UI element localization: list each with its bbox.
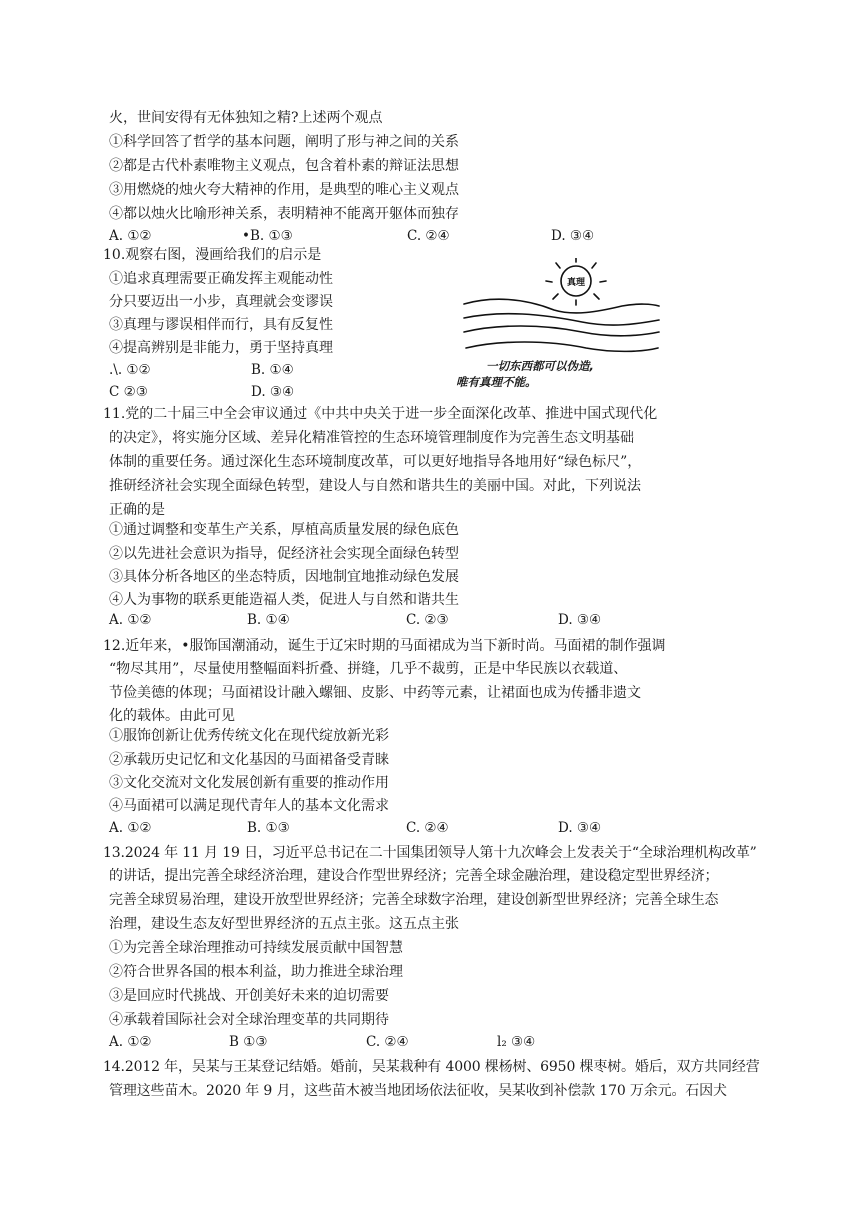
q9-option-c: C. ②④ [407,228,450,244]
q11-line-1: 11.党的二十届三中全会审议通过《中共中央关于进一步全面深化改革、推进中国式现代化 [103,406,658,422]
cartoon-caption-1: 一切东西都可以伪造, [486,359,594,373]
q13-option-d: l₂ ③④ [497,1034,536,1050]
q12-item-1: ①服饰创新让优秀传统文化在现代绽放新光彩 [109,728,389,744]
q10-option-d: D. ③④ [251,384,295,400]
q9-item-3: ③用燃烧的烛火夸大精神的作用，是典型的唯心主义观点 [109,182,459,198]
q9-option-d: D. ③④ [551,228,595,244]
q11-item-1: ①通过调整和变革生产关系，厚植高质量发展的绿色底色 [109,522,459,538]
q12-item-4: ④马面裙可以满足现代青年人的基本文化需求 [109,798,389,814]
q10-item-2: 分只要迈出一小步，真理就会变谬误 [109,294,333,310]
q9-option-b: •B. ①③ [242,228,293,244]
q13-item-3: ③是回应时代挑战、开创美好未来的迫切需要 [109,988,389,1004]
q11-line-4: 推研经济社会实现全面绿色转型，建设人与自然和谐共生的美丽中国。对此，下列说法 [109,478,641,494]
q13-option-b: B ①③ [229,1034,268,1050]
q12-line-2: “物尽其用”，尽量使用整幅面料折叠、拼缝，几乎不裁剪，正是中华民族以衣载道、 [109,661,628,677]
q13-line-1: 13.2024 年 11 月 19 日，习近平总书记在二十国集团领导人第十九次峰会上发表关于“全球治理机构改革” [103,845,757,861]
q11-option-c: C. ②③ [406,612,449,628]
q12-item-2: ②承载历史记忆和文化基因的马面裙备受青睐 [109,752,389,768]
q12-line-4: 化的载体。由此可见 [109,708,235,724]
q11-item-2: ②以先进社会意识为指导，促经济社会实现全面绿色转型 [109,546,459,562]
q13-option-c: C. ②④ [366,1034,409,1050]
q12-line-1: 12.近年来，•服饰国潮涌动，诞生于辽宋时期的马面裙成为当下新时尚。马面裙的制作强调 [103,638,666,654]
q12-line-3: 节俭美德的体现；马面裙设计融入螺钿、皮影、中药等元素，让裙面也成为传播非遗文 [109,685,641,701]
q13-line-3: 完善全球贸易治理，建设开放型世界经济；完善全球数字治理，建设创新型世界经济；完善全球生态 [109,892,719,908]
q12-item-3: ③文化交流对文化发展创新有重要的推动作用 [109,775,389,791]
q14-line-1: 14.2012 年，吴某与王某登记结婚。婚前，吴某栽种有 4000 棵杨树、6950 棵枣树。婚后，双方共同经营 [103,1059,760,1075]
cartoon-caption-2: 唯有真理不能。 [456,375,537,389]
q13-item-1: ①为完善全球治理推动可持续发展贡献中国智慧 [109,940,403,956]
q11-item-4: ④人为事物的联系更能造福人类，促进人与自然和谐共生 [109,592,459,608]
q14-line-2: 管理这些苗木。2020 年 9 月，这些苗木被当地团场依法征收，吴某收到补偿款 170 万余元。石因犬 [109,1083,727,1099]
q12-option-a: A. ①② [109,820,152,836]
q13-option-a: A. ①② [109,1034,152,1050]
q9-item-2: ②都是古代朴素唯物主义观点，包含着朴素的辩证法思想 [109,158,459,174]
q13-line-4: 治理，建设生态友好型世界经济的五点主张。这五点主张 [109,916,459,932]
q12-option-d: D. ③④ [558,820,602,836]
q10-item-4: ④提高辨别是非能力，勇于坚持真理 [109,340,333,356]
q11-line-5: 正确的是 [109,502,165,518]
q9-option-a: A. ①② [109,228,152,244]
q12-option-b: B. ①③ [247,820,290,836]
q11-option-d: D. ③④ [558,612,602,628]
q9-intro: 火，世间安得有无体独知之精?上述两个观点 [109,110,383,126]
q11-option-a: A. ①② [109,612,152,628]
q12-option-c: C. ②④ [406,820,449,836]
cartoon-illustration [456,258,660,396]
q13-item-2: ②符合世界各国的根本利益，助力推进全球治理 [109,964,403,980]
q10-item-3: ③真理与谬误相伴而行，具有反复性 [109,317,333,333]
q9-item-1: ①科学回答了哲学的基本问题，阐明了形与神之间的关系 [109,134,459,150]
q9-item-4: ④都以烛火比喻形神关系，表明精神不能离开躯体而独存 [109,206,459,222]
q11-item-3: ③具体分析各地区的坐态特质，因地制宜地推动绿色发展 [109,569,459,585]
q11-option-b: B. ①④ [247,612,290,628]
q10-option-a: .\. ①② [109,362,151,378]
q13-item-4: ④承载着国际社会对全球治理变革的共同期待 [109,1012,389,1028]
q11-line-2: 的决定》，将实施分区域、差异化精准管控的生态环境管理制度作为完善生态文明基础 [109,430,634,446]
q10-option-b: B. ①④ [251,362,294,378]
q13-line-2: 的讲话，提出完善全球经济治理，建设合作型世界经济；完善全球金融治理，建设稳定型世界经济； [109,868,719,884]
q10-stem: 10.观察右图，漫画给我们的启示是 [103,247,322,263]
q10-item-1: ①追求真理需要正确发挥主观能动性 [109,271,333,287]
q11-line-3: 体制的重要任务。通过深化生态环境制度改革，可以更好地指导各地用好“绿色标尺”， [109,454,642,470]
sun-label: 真理 [566,278,586,288]
q10-option-c: C ②③ [109,384,148,400]
